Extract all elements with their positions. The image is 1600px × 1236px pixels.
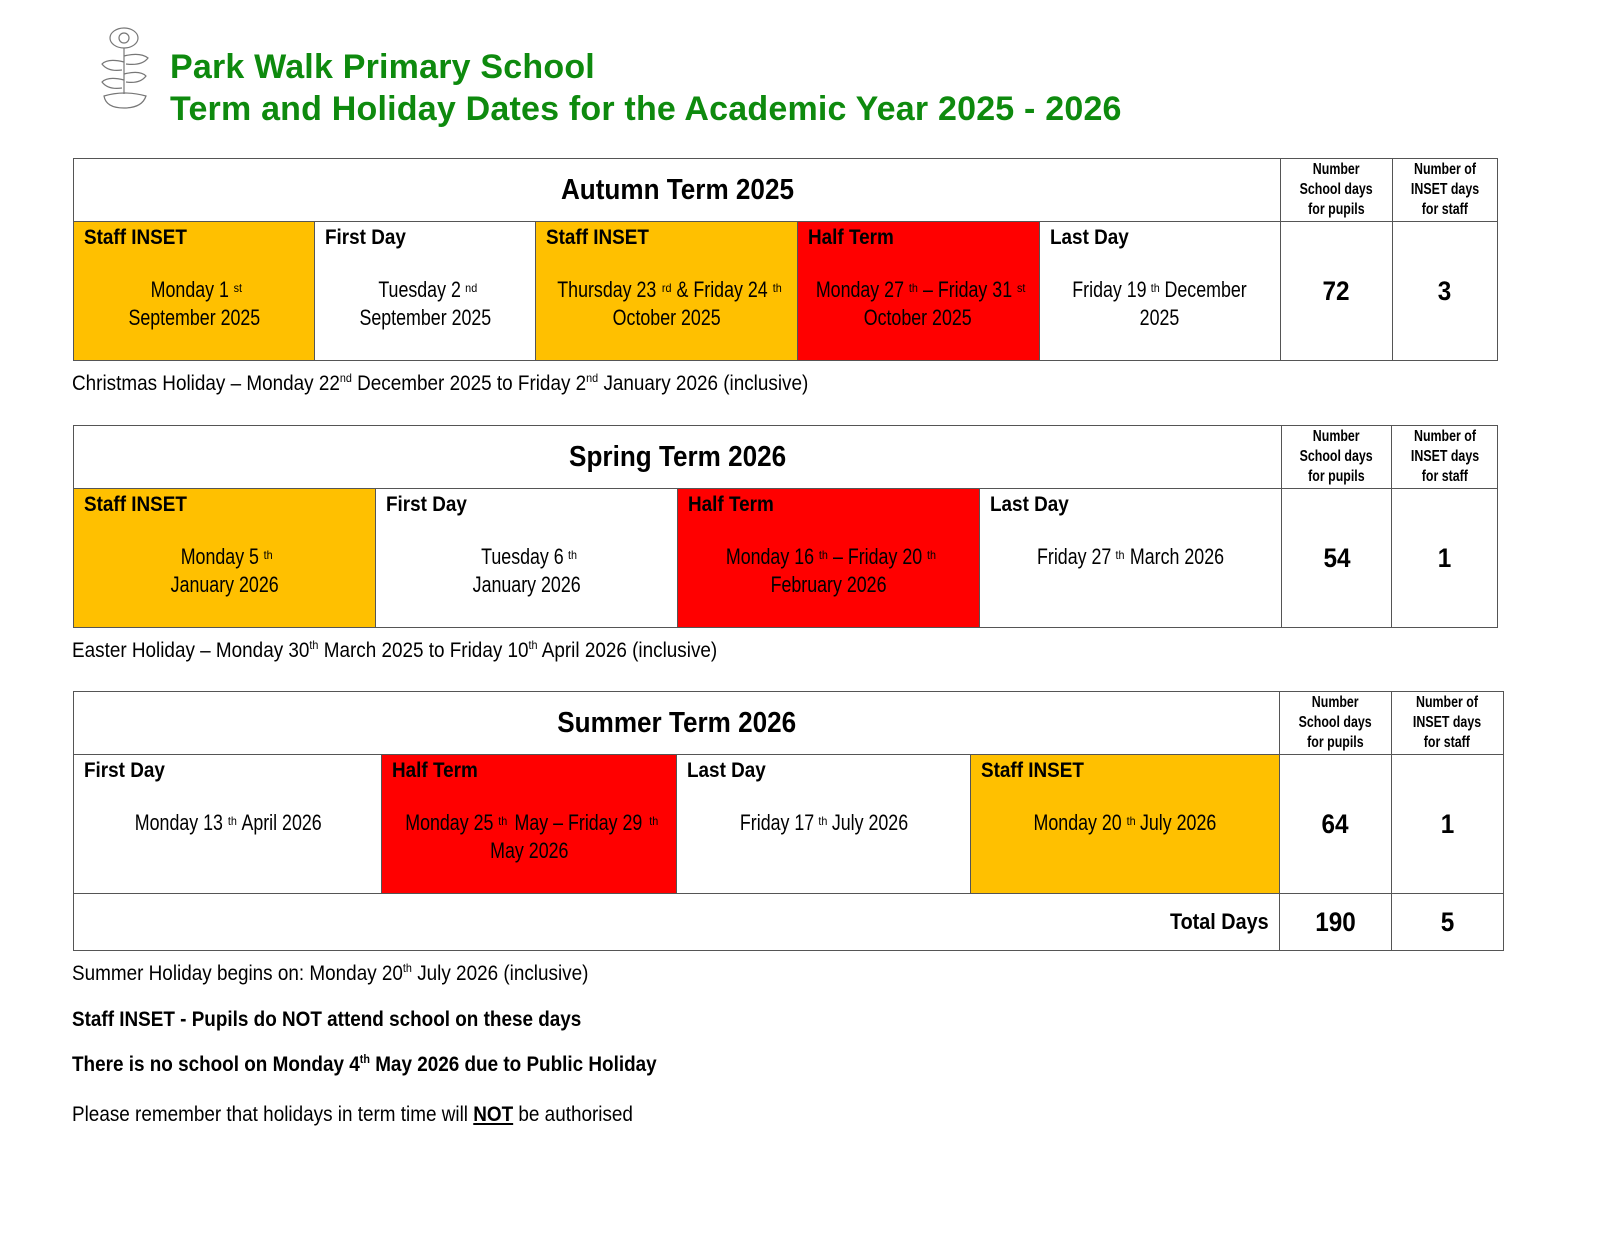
term-title: Spring Term 2026 bbox=[74, 426, 1282, 489]
total-inset-days: 5 bbox=[1392, 894, 1504, 951]
page-title: Term and Holiday Dates for the Academic Year 2025 - 2026 bbox=[170, 90, 1122, 128]
pupil-days-value: 54 bbox=[1282, 489, 1392, 628]
autumn-term-table bbox=[73, 158, 1498, 361]
term-title: Summer Term 2026 bbox=[74, 692, 1280, 755]
date-cell-staff-inset: Staff INSET Monday 1 $^{st}$ September 2025 bbox=[74, 222, 315, 361]
inset-days-header: Number of INSET days for staff bbox=[1392, 692, 1504, 755]
date-cell-first-day: First Day Tuesday 6 $^{th}$ January 2026 bbox=[376, 489, 678, 628]
school-crest-icon bbox=[96, 24, 154, 112]
date-cell-half-term: Half Term Monday 25 $^{th}$May – Friday 29 $^{th}$ May 2026 bbox=[382, 755, 677, 894]
total-pupil-days: 190 bbox=[1280, 894, 1392, 951]
easter-holiday-note: Easter Holiday – Monday 30th March 2025 to Friday 10th April 2026 (inclusive) bbox=[72, 638, 718, 662]
total-days-label: Total Days bbox=[74, 894, 1280, 951]
date-cell-staff-inset: Staff INSET Thursday 23 $^{rd}$& Friday 24 $^{th}$ October 2025 bbox=[536, 222, 798, 361]
pupil-days-value: 64 bbox=[1280, 755, 1392, 894]
pupil-days-header: Number School days for pupils bbox=[1282, 426, 1392, 489]
summer-term-table bbox=[73, 691, 1504, 951]
date-cell-staff-inset: Staff INSET Monday 20 $^{th}$July 2026 bbox=[971, 755, 1280, 894]
term-title: Autumn Term 2025 bbox=[74, 159, 1281, 222]
date-cell-first-day: First Day Tuesday 2 $^{nd}$ September 2025 bbox=[315, 222, 536, 361]
inset-days-value: 3 bbox=[1393, 222, 1498, 361]
pupil-days-value: 72 bbox=[1281, 222, 1393, 361]
school-name: Park Walk Primary School bbox=[170, 48, 595, 86]
inset-days-header: Number of INSET days for staff bbox=[1392, 426, 1498, 489]
term-time-holiday-note: Please remember that holidays in term time will NOT be authorised bbox=[72, 1103, 633, 1126]
date-cell-last-day: Last Day Friday 17 $^{th}$July 2026 bbox=[677, 755, 971, 894]
inset-note: Staff INSET - Pupils do NOT attend school on these days bbox=[72, 1008, 582, 1031]
date-cell-staff-inset: Staff INSET Monday 5 $^{th}$ January 2026 bbox=[74, 489, 376, 628]
public-holiday-note: There is no school on Monday 4th May 2026 due to Public Holiday bbox=[72, 1052, 657, 1076]
christmas-holiday-note: Christmas Holiday – Monday 22nd December 2025 to Friday 2nd January 2026 (inclusive) bbox=[72, 371, 809, 395]
summer-holiday-note: Summer Holiday begins on: Monday 20th July 2026 (inclusive) bbox=[72, 961, 589, 985]
pupil-days-header: Number School days for pupils bbox=[1281, 159, 1393, 222]
pupil-days-header: Number School days for pupils bbox=[1280, 692, 1392, 755]
inset-days-value: 1 bbox=[1392, 489, 1498, 628]
date-cell-last-day: Last Day Friday 19 $^{th}$December 2025 bbox=[1040, 222, 1281, 361]
spring-term-table bbox=[73, 425, 1498, 628]
date-cell-last-day: Last Day Friday 27 $^{th}$March 2026 bbox=[980, 489, 1282, 628]
date-cell-half-term: Half Term Monday 27 $^{th}$– Friday 31 $^{st}$ October 2025 bbox=[798, 222, 1040, 361]
date-cell-first-day: First Day Monday 13 $^{th}$April 2026 bbox=[74, 755, 382, 894]
inset-days-value: 1 bbox=[1392, 755, 1504, 894]
date-cell-half-term: Half Term Monday 16 $^{th}$– Friday 20 $^{th}$ February 2026 bbox=[678, 489, 980, 628]
inset-days-header: Number of INSET days for staff bbox=[1393, 159, 1498, 222]
